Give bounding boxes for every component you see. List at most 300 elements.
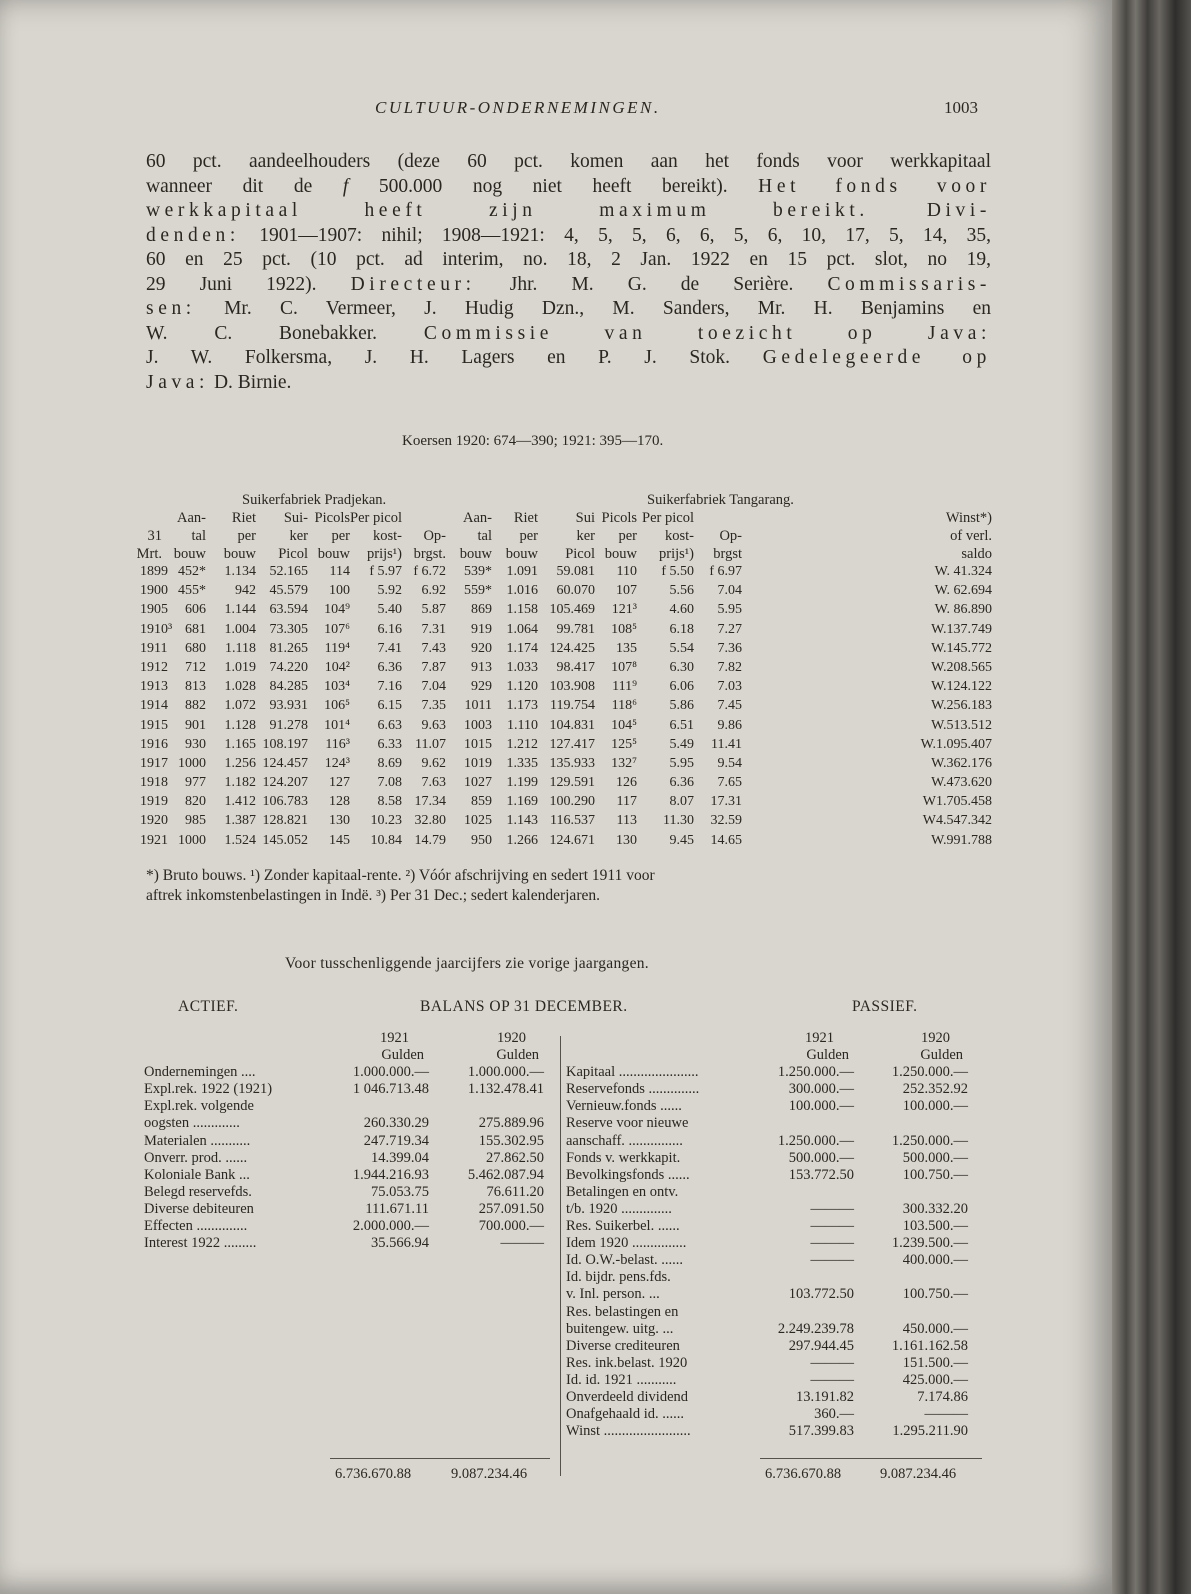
cell-suiker-picol: 45.579 (269, 583, 308, 599)
cell-picols-per-bouw: 130 (329, 813, 350, 829)
balance-title: BALANS OP 31 DECEMBER. (420, 998, 628, 1015)
balance-label: buitengew. uitg. ... (566, 1320, 674, 1337)
cell-opbrengst: 32.80 (414, 813, 446, 829)
header-kostprijs-2: Per picol (642, 510, 694, 526)
cell-opbrengst-2: 5.95 (717, 602, 742, 618)
cell-riet-per-bouw: 1.128 (224, 717, 256, 733)
cell-kostprijs: 10.23 (370, 813, 402, 829)
header-opbrengst: brgst. (413, 546, 446, 562)
header-opbrengst: Op- (423, 528, 446, 544)
balance-label: Diverse debiteuren (144, 1200, 254, 1217)
cell-year: 1915 (140, 717, 168, 733)
cell-opbrengst-2: 7.03 (717, 679, 742, 695)
cell-opbrengst-2: 9.86 (717, 717, 742, 733)
balance-row (566, 1098, 986, 1115)
cell-opbrengst: 9.63 (421, 717, 446, 733)
cell-suiker-picol: 84.285 (269, 679, 308, 695)
balance-label: Effecten .............. (144, 1218, 248, 1235)
balance-label: Winst ........................ (566, 1423, 691, 1440)
balance-value-1921: 100.000.— (788, 1098, 854, 1115)
cell-suiker-picol-2: 119.754 (550, 698, 595, 714)
balance-value-1920: 700.000.— (478, 1218, 544, 1235)
cell-year: 1905 (140, 602, 168, 618)
balance-value-1921: 500.000.— (788, 1149, 854, 1166)
cell-suiker-picol-2: 104.831 (549, 717, 595, 733)
table-row (140, 679, 992, 698)
cell-picols-per-bouw-2: 121³ (611, 602, 637, 618)
cell-winst-saldo: W.991.788 (931, 832, 992, 848)
header-year: 31 (147, 528, 162, 544)
cell-suiker-picol-2: 59.081 (556, 564, 595, 579)
header-kostprijs: prijs¹) (367, 546, 402, 562)
cell-picols-per-bouw-2: 132⁷ (611, 755, 637, 771)
cell-picols-per-bouw: 104⁹ (324, 602, 350, 618)
unit-gulden: Gulden (381, 1047, 424, 1064)
balance-value-1920: 1.000.000.— (467, 1064, 544, 1081)
header-picols-per-bouw: Picols (314, 510, 350, 526)
cell-riet-per-bouw: 1.004 (224, 621, 256, 637)
cell-suiker-picol: 108.197 (262, 736, 308, 752)
cell-riet-per-bouw-2: 1.158 (506, 602, 538, 618)
balance-row (566, 1150, 986, 1167)
balance-value-1920: 100.750.— (902, 1166, 968, 1183)
passief-total-rule (760, 1458, 982, 1459)
balance-label: Ondernemingen .... (144, 1064, 256, 1081)
cell-winst-saldo: W4.547.342 (922, 813, 992, 829)
balance-value-1921: ——— (810, 1200, 854, 1217)
paragraph-line (146, 248, 991, 273)
balance-value-1920: 1.132.478.41 (467, 1081, 544, 1098)
balance-row (144, 1064, 554, 1081)
balance-label: Id. id. 1921 ........... (566, 1371, 677, 1388)
cell-riet-per-bouw-2: 1.033 (506, 659, 538, 675)
cell-suiker-picol-2: 60.070 (556, 583, 595, 599)
cell-opbrengst-2: 7.65 (717, 775, 742, 791)
balance-value-1920: 400.000.— (902, 1252, 968, 1269)
cell-suiker-picol: 74.220 (269, 659, 308, 675)
balance-row (144, 1218, 554, 1235)
header-suiker-picol-2: Sui (575, 510, 595, 526)
header-aantal-bouw: bouw (173, 546, 206, 562)
cell-aantal-bouw: 681 (185, 621, 206, 637)
cell-aantal-bouw: 930 (185, 736, 206, 752)
balance-value-1921: 1.250.000.— (777, 1132, 854, 1149)
balance-row (144, 1184, 554, 1201)
cell-year: 1920 (140, 813, 168, 829)
cell-picols-per-bouw: 119⁴ (324, 640, 350, 656)
passief-label: PASSIEF. (852, 998, 918, 1015)
cell-opbrengst: 7.43 (421, 640, 446, 656)
balance-row (566, 1184, 986, 1201)
cell-suiker-picol: 124.207 (262, 775, 308, 791)
cell-picols-per-bouw-2: 125⁵ (611, 736, 637, 752)
balance-value-1920: 300.332.20 (902, 1200, 968, 1217)
cell-riet-per-bouw-2: 1.091 (506, 564, 538, 579)
balance-row (566, 1167, 986, 1184)
cell-kostprijs-2: 6.18 (669, 621, 694, 637)
balance-row (566, 1286, 986, 1303)
paragraph-segment: Het fonds voor (758, 175, 991, 197)
balance-value-1921: 1 046.713.48 (352, 1081, 429, 1098)
cell-aantal-bouw-2: 920 (471, 640, 492, 656)
balance-value-1921: 1.944.216.93 (352, 1166, 429, 1183)
cell-opbrengst-2: 9.54 (717, 755, 742, 771)
balance-value-1921: 360.— (814, 1406, 854, 1423)
cell-year: 1910³ (140, 621, 173, 637)
cell-opbrengst: 7.04 (421, 679, 446, 695)
cell-picols-per-bouw: 101⁴ (324, 717, 350, 733)
header-kostprijs-2: prijs¹) (659, 546, 694, 562)
table-header-row (140, 510, 992, 528)
cell-kostprijs: 6.33 (377, 736, 402, 752)
cell-picols-per-bouw: 114 (329, 564, 350, 579)
header-picols-per-bouw-2: Picols (601, 510, 637, 526)
header-year: Mrt. (136, 546, 162, 562)
table-row (140, 775, 992, 794)
actief-total-1921: 6.736.670.88 (335, 1466, 412, 1482)
balance-value-1920: 500.000.— (902, 1149, 968, 1166)
cell-riet-per-bouw: 1.028 (224, 679, 256, 695)
actief-label: ACTIEF. (178, 998, 239, 1015)
paragraph-segment: W. C. Bonebakker. (146, 322, 424, 344)
balance-label: Res. ink.belast. 1920 (566, 1354, 688, 1371)
cell-suiker-picol-2: 124.425 (549, 640, 595, 656)
cell-winst-saldo: W.473.620 (931, 775, 992, 791)
paragraph-segment: 500.000 nog niet heeft bereikt). (348, 175, 759, 197)
paragraph-segment: 60 en 25 pct. (10 pct. ad interim, no. 18, 2 Jan. 1922 en 15 pct. slot, no 19, (146, 249, 991, 270)
balance-row (566, 1355, 986, 1372)
cell-opbrengst-2: 7.45 (717, 698, 742, 714)
header-kostprijs-2: kost- (665, 528, 694, 544)
cell-suiker-picol-2: 105.469 (549, 602, 595, 618)
balance-value-1920: ——— (500, 1235, 544, 1252)
balance-value-1920: 5.462.087.94 (467, 1166, 544, 1183)
cell-opbrengst: 7.87 (421, 659, 446, 675)
paragraph-line (146, 346, 991, 371)
cell-year: 1913 (140, 679, 168, 695)
cell-riet-per-bouw-2: 1.143 (506, 813, 538, 829)
cell-picols-per-bouw-2: 130 (616, 832, 637, 848)
cell-opbrengst-2: 7.36 (717, 640, 742, 656)
balance-value-1921: ——— (810, 1252, 854, 1269)
cell-riet-per-bouw: 1.412 (224, 794, 256, 810)
balance-row (566, 1133, 986, 1150)
header-riet-per-bouw-2: per (519, 528, 538, 544)
cell-kostprijs: 8.58 (377, 794, 402, 810)
year-1921: 1921 (380, 1030, 409, 1046)
cell-picols-per-bouw-2: 108⁵ (611, 621, 637, 637)
balance-row (566, 1304, 986, 1321)
cell-kostprijs-2: 5.95 (669, 755, 694, 771)
header-suiker-picol-2: ker (576, 528, 595, 544)
cell-aantal-bouw: 1000 (178, 832, 206, 848)
balance-value-1921: 1.000.000.— (352, 1064, 429, 1081)
balance-value-1921: ——— (810, 1235, 854, 1252)
header-picols-per-bouw-2: per (618, 528, 637, 544)
balance-row (144, 1115, 554, 1132)
balance-value-1920: 425.000.— (902, 1371, 968, 1388)
cell-riet-per-bouw: 1.182 (224, 775, 256, 791)
balance-value-1920: 103.500.— (902, 1218, 968, 1235)
unit-gulden: Gulden (806, 1047, 849, 1064)
balance-label: Onafgehaald id. ...... (566, 1406, 684, 1423)
cell-opbrengst: 5.87 (421, 602, 446, 618)
header-riet-per-bouw: per (237, 528, 256, 544)
header-picols-per-bouw: per (331, 528, 350, 544)
cell-winst-saldo: W.513.512 (931, 717, 992, 733)
balance-row (566, 1389, 986, 1406)
unit-gulden: Gulden (920, 1047, 963, 1064)
cell-riet-per-bouw-2: 1.335 (506, 755, 538, 771)
cell-opbrengst-2: 7.04 (717, 583, 742, 599)
cell-aantal-bouw: 712 (185, 659, 206, 675)
cell-aantal-bouw: 882 (185, 698, 206, 714)
cell-kostprijs: 10.84 (370, 832, 402, 848)
header-riet-per-bouw: bouw (223, 546, 256, 562)
cell-riet-per-bouw: 1.165 (224, 736, 256, 752)
cell-kostprijs-2: 4.60 (669, 602, 694, 618)
cell-riet-per-bouw: 1.387 (224, 813, 256, 829)
table-row (140, 756, 992, 775)
balance-label: Kapitaal ...................... (566, 1064, 699, 1081)
balance-label: Res. Suikerbel. ...... (566, 1218, 680, 1235)
paragraph-line (146, 273, 991, 298)
balance-value-1920: 1.161.162.58 (891, 1337, 968, 1354)
paragraph-segment (869, 200, 927, 221)
balance-label: Interest 1922 ......... (144, 1235, 257, 1252)
actief-total-rule (330, 1458, 550, 1459)
header-aantal-bouw-2: tal (477, 528, 492, 544)
paragraph-segment: Commissie van toezicht op Java: (423, 322, 991, 344)
cell-kostprijs: 7.41 (377, 640, 402, 656)
header-suiker-picol-2: Picol (565, 546, 595, 562)
cell-suiker-picol: 73.305 (269, 621, 308, 637)
cell-kostprijs-2: 9.45 (669, 832, 694, 848)
balance-row (144, 1133, 554, 1150)
paragraph-segment: Jhr. M. G. de Serière. (475, 273, 828, 295)
paragraph-segment: sen: (146, 298, 196, 319)
balance-value-1921: 300.000.— (788, 1081, 854, 1098)
balance-label: Expl.rek. volgende (144, 1098, 254, 1115)
sugar-factory-table (136, 492, 992, 852)
cell-picols-per-bouw: 103⁴ (324, 679, 350, 695)
balance-row (144, 1150, 554, 1167)
balance-value-1921: 2.249.239.78 (777, 1320, 854, 1337)
cell-winst-saldo: W. 62.694 (934, 583, 992, 599)
cell-suiker-picol: 128.821 (262, 813, 308, 829)
balance-row (566, 1269, 986, 1286)
balance-value-1921: 247.719.34 (363, 1132, 429, 1149)
balance-label: Id. O.W.-belast. ...... (566, 1252, 684, 1269)
balance-divider (560, 1036, 561, 1476)
cell-opbrengst-2: 32.59 (710, 813, 742, 829)
footnote-line: aftrek inkomstenbelastingen in Indë. ³) Per 31 Dec.; sedert kalenderjaren. (146, 887, 600, 904)
cell-opbrengst: 17.34 (414, 794, 446, 810)
paragraph-segment: Gedelegeerde op (762, 347, 991, 368)
balance-value-1920: 151.500.— (902, 1354, 968, 1371)
balance-row (566, 1081, 986, 1098)
cell-year: 1912 (140, 659, 168, 675)
header-suiker-picol: Sui- (283, 510, 308, 526)
header-suiker-picol: ker (289, 528, 308, 544)
balance-value-1920: 450.000.— (902, 1320, 968, 1337)
cell-winst-saldo: W.256.183 (931, 698, 992, 714)
balance-row (566, 1201, 986, 1218)
cell-opbrengst: 7.31 (421, 621, 446, 637)
cell-opbrengst-2: 7.27 (717, 621, 742, 637)
header-riet-per-bouw-2: Riet (513, 510, 538, 526)
cell-picols-per-bouw-2: 104⁵ (611, 717, 637, 733)
balance-label: Res. belastingen en (566, 1303, 679, 1320)
cell-aantal-bouw-2: 1025 (464, 813, 492, 829)
cell-opbrengst: 6.92 (421, 583, 446, 599)
group-title-tangarang: Suikerfabriek Tangarang. (647, 492, 794, 508)
table-row (140, 833, 992, 852)
cell-year: 1917 (140, 755, 168, 771)
cell-opbrengst-2: 17.31 (710, 794, 742, 810)
balance-value-1920: 27.862.50 (486, 1149, 544, 1166)
cell-suiker-picol: 106.783 (262, 794, 308, 810)
cell-picols-per-bouw-2: 111⁹ (612, 679, 637, 695)
balance-label: aanschaff. ............... (566, 1132, 683, 1149)
balance-label: Betalingen en ontv. (566, 1183, 679, 1200)
header-winst-saldo: Winst*) (945, 510, 992, 526)
balance-value-1921: 111.671.11 (365, 1200, 429, 1217)
header-riet-per-bouw: Riet (231, 510, 256, 526)
paragraph-line (146, 224, 991, 249)
balance-row (144, 1081, 554, 1098)
table-row (140, 737, 992, 756)
cell-aantal-bouw-2: 1015 (464, 736, 492, 752)
cell-kostprijs-2: 6.06 (669, 679, 694, 695)
balance-row (566, 1218, 986, 1235)
cell-riet-per-bouw: 1.118 (225, 640, 256, 656)
cell-suiker-picol-2: 135.933 (549, 755, 595, 771)
cell-winst-saldo: W.1.095.407 (920, 736, 992, 752)
cell-suiker-picol-2: 129.591 (549, 775, 595, 791)
header-winst-saldo: of verl. (950, 528, 992, 544)
balance-year-row (144, 1030, 554, 1047)
paragraph-segment: D. Birnie. (209, 371, 292, 393)
balance-value-1920: 252.352.92 (902, 1081, 968, 1098)
cell-aantal-bouw: 813 (185, 679, 206, 695)
cell-kostprijs: 6.63 (377, 717, 402, 733)
table-row (140, 794, 992, 813)
table-row (140, 602, 992, 621)
cell-kostprijs: 7.16 (377, 679, 402, 695)
balance-value-1921: 1.250.000.— (777, 1064, 854, 1081)
cell-aantal-bouw: 452* (178, 564, 206, 579)
cell-picols-per-bouw: 127 (329, 775, 350, 791)
balance-unit-row (566, 1047, 986, 1064)
paragraph-segment: Divi- (926, 200, 991, 221)
cell-picols-per-bouw: 124³ (324, 755, 350, 771)
cell-aantal-bouw: 820 (185, 794, 206, 810)
balance-label: Reserve voor nieuwe (566, 1115, 689, 1132)
cell-riet-per-bouw-2: 1.110 (507, 717, 538, 733)
cell-riet-per-bouw-2: 1.016 (506, 583, 538, 599)
table-group-row (140, 492, 992, 510)
balance-row (566, 1252, 986, 1269)
cell-winst-saldo: W1.705.458 (922, 794, 992, 810)
cell-aantal-bouw: 455* (178, 583, 206, 599)
balance-value-1920: 257.091.50 (478, 1200, 544, 1217)
cell-aantal-bouw-2: 869 (471, 602, 492, 618)
cell-opbrengst-2: 11.41 (711, 736, 742, 752)
cell-opbrengst-2: 14.65 (710, 832, 742, 848)
cell-riet-per-bouw-2: 1.064 (506, 621, 538, 637)
paragraph-segment: Commissaris- (827, 273, 991, 295)
cell-aantal-bouw-2: 859 (471, 794, 492, 810)
cell-aantal-bouw: 985 (185, 813, 206, 829)
cell-suiker-picol-2: 98.417 (556, 659, 595, 675)
table-row (140, 718, 992, 737)
actief-column (144, 1030, 554, 1252)
balance-label: Expl.rek. 1922 (1921) (144, 1081, 273, 1098)
cell-picols-per-bouw: 104² (324, 659, 350, 675)
year-1921: 1921 (805, 1030, 834, 1046)
table-footnotes (146, 866, 986, 906)
balance-value-1921: 13.191.82 (796, 1388, 854, 1405)
balance-value-1920: 1.250.000.— (891, 1132, 968, 1149)
cell-winst-saldo: W. 41.324 (934, 564, 992, 579)
cell-opbrengst: f 6.72 (413, 564, 446, 579)
header-opbrengst-2: brgst (713, 546, 742, 562)
table-header-row (140, 528, 992, 546)
cell-riet-per-bouw-2: 1.169 (506, 794, 538, 810)
balance-label: Fonds v. werkkapit. (566, 1149, 681, 1166)
passief-column (566, 1030, 986, 1440)
cell-picols-per-bouw-2: 113 (616, 813, 637, 829)
header-aantal-bouw-2: Aan- (463, 510, 492, 526)
cell-aantal-bouw-2: 1027 (464, 775, 492, 791)
cell-aantal-bouw: 1000 (178, 755, 206, 771)
paragraph-line (146, 150, 991, 175)
balance-label: Idem 1920 ............... (566, 1235, 687, 1252)
cell-suiker-picol-2: 116.537 (550, 813, 595, 829)
cell-opbrengst: 7.35 (421, 698, 446, 714)
balance-label: t/b. 1920 .............. (566, 1200, 672, 1217)
cell-picols-per-bouw: 107⁶ (324, 621, 350, 637)
cell-kostprijs: 6.15 (377, 698, 402, 714)
cell-suiker-picol: 63.594 (269, 602, 308, 618)
cell-picols-per-bouw: 100 (329, 583, 350, 599)
cell-aantal-bouw-2: 1003 (464, 717, 492, 733)
header-kostprijs: kost- (373, 528, 402, 544)
cell-kostprijs-2: 5.56 (669, 583, 694, 599)
balance-row (566, 1406, 986, 1423)
cell-riet-per-bouw-2: 1.212 (506, 736, 538, 752)
balance-row (566, 1064, 986, 1081)
previous-years-note: Voor tusschenliggende jaarcijfers zie vorige jaargangen. (285, 955, 649, 972)
header-suiker-picol: Picol (278, 546, 308, 562)
cell-aantal-bouw: 901 (185, 717, 206, 733)
balance-value-1920: 275.889.96 (478, 1115, 544, 1132)
cell-year: 1916 (140, 736, 168, 752)
paragraph-line (146, 322, 991, 347)
paragraph-segment: f (342, 175, 349, 197)
year-1920: 1920 (921, 1030, 950, 1046)
cell-opbrengst: 7.63 (421, 775, 446, 791)
table-row (140, 564, 992, 583)
header-picols-per-bouw: bouw (317, 546, 350, 562)
cell-aantal-bouw-2: 950 (471, 832, 492, 848)
cell-picols-per-bouw-2: 107 (616, 583, 637, 599)
cell-picols-per-bouw: 116³ (325, 736, 350, 752)
cell-opbrengst-2: f 6.97 (709, 564, 742, 579)
balance-row (566, 1115, 986, 1132)
cell-picols-per-bouw: 106⁵ (324, 698, 350, 714)
